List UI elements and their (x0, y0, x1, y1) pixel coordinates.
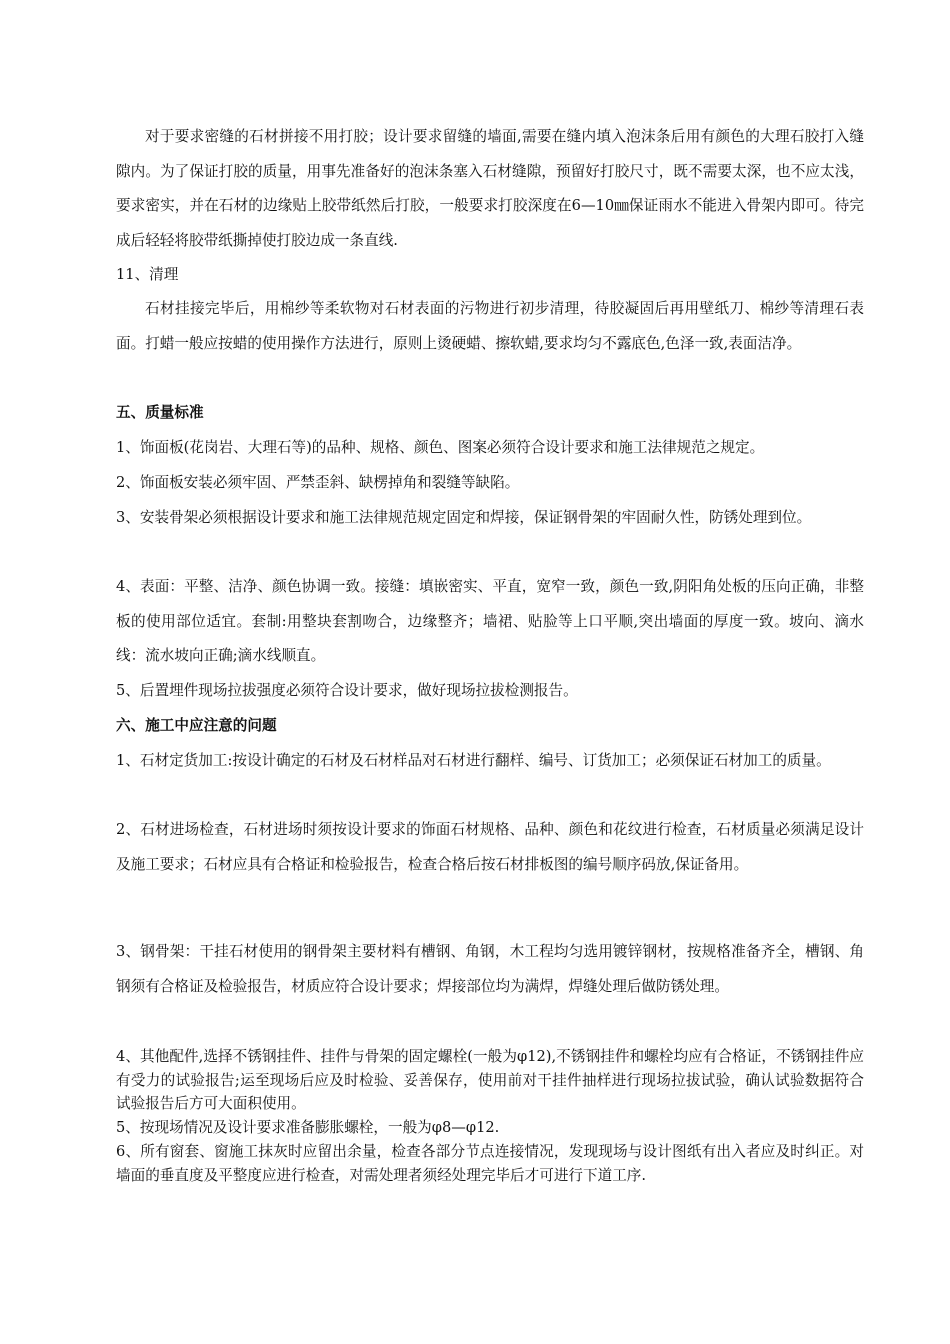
section-heading-construction-notes: 六、施工中应注意的问题 (116, 717, 277, 734)
quality-item-4: 4、表面：平整、洁净、颜色协调一致。接缝：填嵌密实、平直，宽窄一致，颜色一致,阴阳角处板的压向正确，非整板的使用部位适宜。套制:用整块套割吻合，边缘整齐；墙裙、贴脸等上口平顺,突出墙面的厚度一致。坡向、滴水线：流水坡向正确;滴水线顺直。 (116, 578, 864, 665)
quality-item-2: 2、饰面板安装必须牢固、严禁歪斜、缺楞掉角和裂缝等缺陷。 (116, 474, 520, 491)
quality-item-5: 5、后置埋件现场拉拔强度必须符合设计要求，做好现场拉拔检测报告。 (116, 682, 578, 699)
note-item-3: 3、钢骨架：干挂石材使用的钢骨架主要材料有槽钢、角钢，木工程均匀选用镀锌钢材，按规格准备齐全，槽钢、角钢须有合格证及检验报告，材质应符合设计要求；焊接部位均为满焊，焊缝处理后做防锈处理。 (116, 943, 864, 995)
note-item-6: 6、所有窗套、窗施工抹灰时应留出余量，检查各部分节点连接情况，发现现场与设计图纸有出入者应及时纠正。对墙面的垂直度及平整度应进行检查，对需处理者须经处理完毕后才可进行下道工序. (116, 1143, 864, 1184)
note-item-5: 5、按现场情况及设计要求准备膨胀螺栓，一般为φ8—φ12. (116, 1119, 500, 1136)
quality-item-3: 3、安装骨架必须根据设计要求和施工法律规范规定固定和焊接，保证钢骨架的牢固耐久性，防锈处理到位。 (116, 509, 812, 526)
note-item-2: 2、石材进场检查，石材进场时须按设计要求的饰面石材规格、品种、颜色和花纹进行检查，石材质量必须满足设计及施工要求；石材应具有合格证和检验报告，检查合格后按石材排板图的编号顺序码放,保证备用。 (116, 821, 864, 873)
quality-item-1: 1、饰面板(花岗岩、大理石等)的品种、规格、颜色、图案必须符合设计要求和施工法律规范之规定。 (116, 439, 765, 456)
note-item-4: 4、其他配件,选择不锈钢挂件、挂件与骨架的固定螺栓(一般为φ12),不锈钢挂件和螺栓均应有合格证，不锈钢挂件应有受力的试验报告;运至现场后应及时检验、妥善保存，使用前对干挂件抽样进行现场拉拔试验，确认试验数据符合试验报告后方可大面积使用。 (116, 1048, 864, 1112)
paragraph-cleaning: 石材挂接完毕后，用棉纱等柔软物对石材表面的污物进行初步清理，待胶凝固后再用壁纸刀、棉纱等清理石表面。打蜡一般应按蜡的使用操作方法进行，原则上烫硬蜡、擦软蜡,要求均匀不露底色,色泽一致,表面洁净。 (116, 300, 864, 352)
note-item-1: 1、石材定货加工:按设计确定的石材及石材样品对石材进行翻样、编号、订货加工；必须保证石材加工的质量。 (116, 752, 831, 769)
section-heading-quality-standards: 五、质量标准 (116, 404, 204, 421)
paragraph-sealant: 对于要求密缝的石材拼接不用打胶；设计要求留缝的墙面,需要在缝内填入泡沫条后用有颜色的大理石胶打入缝隙内。为了保证打胶的质量，用事先准备好的泡沫条塞入石材缝隙，预留好打胶尺寸，既不需要太深，也不应太浅，要求密实，并在石材的边缘贴上胶带纸然后打胶，一般要求打胶深度在6—10㎜保证雨水不能进入骨架内即可。待完成后轻轻将胶带纸撕掉使打胶边成一条直线. (116, 128, 864, 249)
section-heading-cleaning: 11、清理 (116, 266, 179, 283)
